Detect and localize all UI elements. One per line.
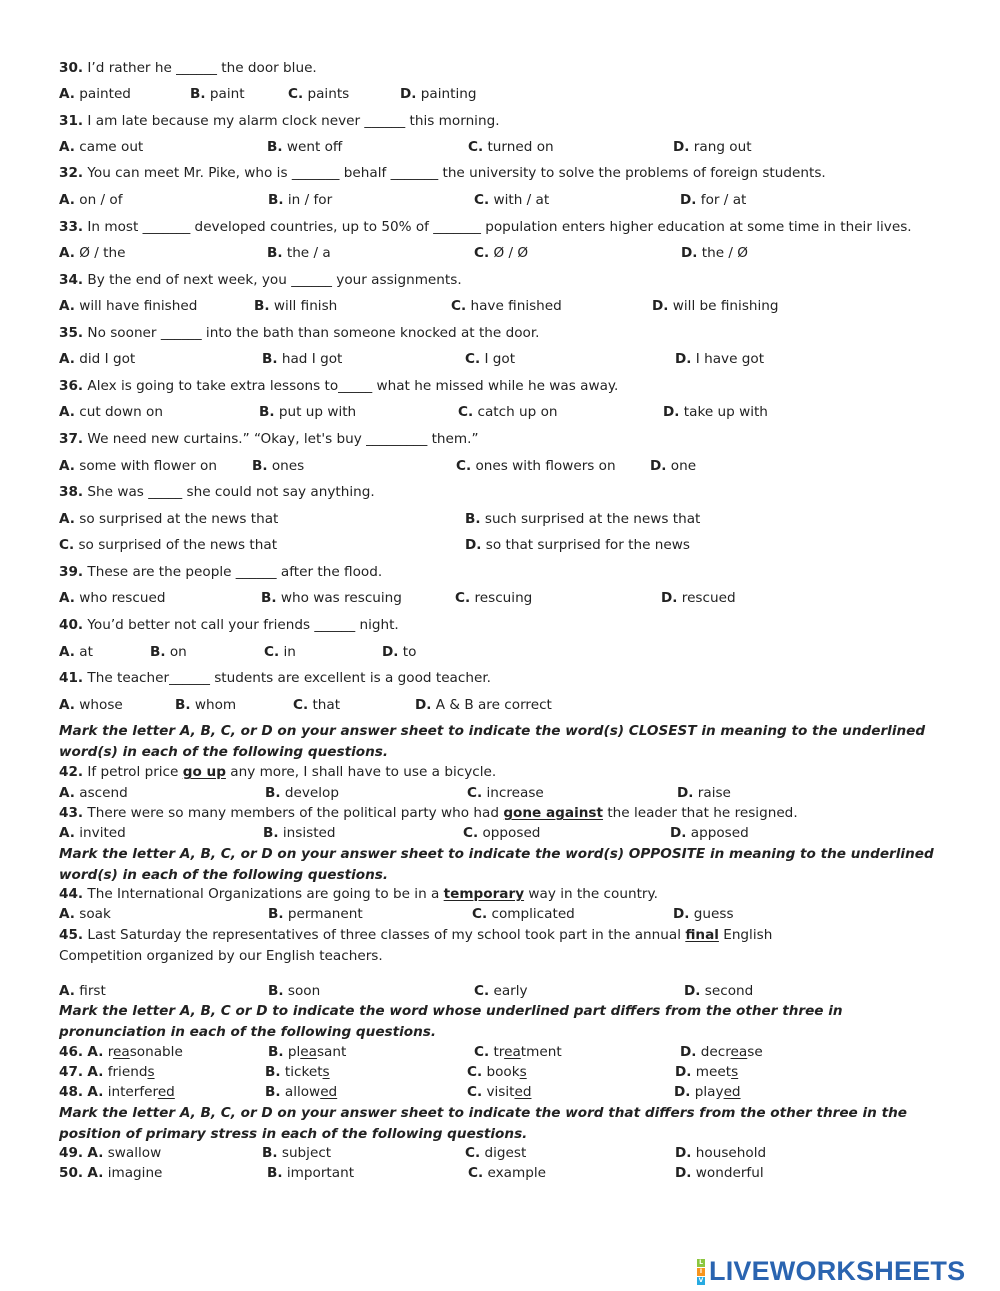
option-40d[interactable]: D. to — [382, 644, 417, 660]
option-44b[interactable]: B. permanent — [268, 906, 363, 922]
question-35: 35. No sooner ______ into the bath than someone knocked at the door. — [59, 325, 540, 341]
question-34: 34. By the end of next week, you ______ your assignments. — [59, 272, 462, 288]
option-44c[interactable]: C. complicated — [472, 906, 575, 922]
question-30: 30. I’d rather he ______ the door blue. — [59, 60, 317, 76]
question-33: 33. In most _______ developed countries, up to 50% of _______ population enters higher education at some time in their lives. — [59, 219, 912, 235]
question-45-line2: Competition organized by our English teachers. — [59, 948, 383, 964]
option-32b[interactable]: B. in / for — [268, 192, 333, 208]
option-45d[interactable]: D. second — [684, 983, 754, 999]
option-35a[interactable]: A. did I got — [59, 351, 136, 367]
option-41d[interactable]: D. A & B are correct — [415, 697, 552, 713]
underlined-word: gone against — [503, 805, 604, 821]
option-47a[interactable]: 47. A. friends — [59, 1064, 155, 1080]
option-30a[interactable]: A. painted — [59, 86, 131, 102]
option-43a[interactable]: A. invited — [59, 825, 126, 841]
option-48d[interactable]: D. played — [674, 1084, 741, 1100]
option-35c[interactable]: C. I got — [465, 351, 516, 367]
option-30b[interactable]: B. paint — [190, 86, 245, 102]
option-42d[interactable]: D. raise — [677, 785, 731, 801]
option-31a[interactable]: A. came out — [59, 139, 144, 155]
option-36c[interactable]: C. catch up on — [458, 404, 558, 420]
question-44: 44. The International Organizations are going to be in a temporary way in the country. — [59, 886, 658, 902]
option-48a[interactable]: 48. A. interfered — [59, 1084, 175, 1100]
question-41: 41. The teacher______ students are excellent is a good teacher. — [59, 670, 491, 686]
question-42: 42. If petrol price go up any more, I shall have to use a bicycle. — [59, 764, 497, 780]
option-37b[interactable]: B. ones — [252, 458, 305, 474]
option-38c[interactable]: C. so surprised of the news that — [59, 537, 278, 553]
instruction-opposite: Mark the letter A, B, C, or D on your answer sheet to indicate the word(s) OPPOSITE in meaning to the underlined word(s) in each of the following questions. — [59, 846, 934, 883]
option-43c[interactable]: C. opposed — [463, 825, 541, 841]
option-48c[interactable]: C. visited — [467, 1084, 532, 1100]
option-32d[interactable]: D. for / at — [680, 192, 747, 208]
option-34d[interactable]: D. will be finishing — [652, 298, 779, 314]
option-37a[interactable]: A. some with flower on — [59, 458, 217, 474]
question-43: 43. There were so many members of the political party who had gone against the leader that he resigned. — [59, 805, 798, 821]
instruction-stress: Mark the letter A, B, C, or D on your answer sheet to indicate the word that differs from the other three in the position of primary stress in each of the following questions. — [59, 1105, 907, 1142]
option-33c[interactable]: C. Ø / Ø — [474, 245, 529, 261]
logo-text: LIVEWORKSHEETS — [709, 1256, 966, 1286]
option-49a[interactable]: 49. A. swallow — [59, 1145, 162, 1161]
option-37c[interactable]: C. ones with flowers on — [456, 458, 616, 474]
option-50c[interactable]: C. example — [468, 1165, 546, 1181]
option-39d[interactable]: D. rescued — [661, 590, 736, 606]
option-34a[interactable]: A. will have finished — [59, 298, 198, 314]
option-41c[interactable]: C. that — [293, 697, 341, 713]
option-40c[interactable]: C. in — [264, 644, 296, 660]
option-39c[interactable]: C. rescuing — [455, 590, 533, 606]
option-49d[interactable]: D. household — [675, 1145, 767, 1161]
option-31c[interactable]: C. turned on — [468, 139, 554, 155]
question-31: 31. I am late because my alarm clock never ______ this morning. — [59, 113, 500, 129]
option-49c[interactable]: C. digest — [465, 1145, 527, 1161]
option-39a[interactable]: A. who rescued — [59, 590, 166, 606]
option-46a[interactable]: 46. A. reasonable — [59, 1044, 183, 1060]
option-36d[interactable]: D. take up with — [663, 404, 768, 420]
option-34b[interactable]: B. will finish — [254, 298, 338, 314]
option-47b[interactable]: B. tickets — [265, 1064, 330, 1080]
question-38: 38. She was _____ she could not say anything. — [59, 484, 375, 500]
option-33a[interactable]: A. Ø / the — [59, 245, 126, 261]
option-32c[interactable]: C. with / at — [474, 192, 550, 208]
underlined-word: go up — [182, 764, 226, 780]
option-41a[interactable]: A. whose — [59, 697, 123, 713]
liveworksheets-logo — [697, 1256, 965, 1287]
option-41b[interactable]: B. whom — [175, 697, 237, 713]
question-40: 40. You’d better not call your friends ______ night. — [59, 617, 399, 633]
option-38a[interactable]: A. so surprised at the news that — [59, 511, 279, 527]
option-42b[interactable]: B. develop — [265, 785, 339, 801]
option-45c[interactable]: C. early — [474, 983, 528, 999]
option-35b[interactable]: B. had I got — [262, 351, 343, 367]
option-43d[interactable]: D. apposed — [670, 825, 749, 841]
option-46b[interactable]: B. pleasant — [268, 1044, 347, 1060]
option-31d[interactable]: D. rang out — [673, 139, 752, 155]
option-42c[interactable]: C. increase — [467, 785, 544, 801]
instruction-closest: Mark the letter A, B, C, or D on your answer sheet to indicate the word(s) CLOSEST in meaning to the underlined word(s) in each of the following questions. — [59, 723, 926, 760]
instruction-pronunciation: Mark the letter A, B, C or D to indicate the word whose underlined part differs from the other three in pronunciation in each of the following questions. — [59, 1003, 843, 1040]
option-36b[interactable]: B. put up with — [259, 404, 357, 420]
question-39: 39. These are the people ______ after the flood. — [59, 564, 383, 580]
option-31b[interactable]: B. went off — [267, 139, 343, 155]
question-37: 37. We need new curtains.” “Okay, let's buy _________ them.” — [59, 431, 479, 447]
option-38b[interactable]: B. such surprised at the news that — [465, 511, 701, 527]
option-49b[interactable]: B. subject — [262, 1145, 332, 1161]
option-50d[interactable]: D. wonderful — [675, 1165, 764, 1181]
option-45a[interactable]: A. first — [59, 983, 106, 999]
underlined-word: final — [685, 927, 719, 943]
option-44d[interactable]: D. guess — [673, 906, 734, 922]
option-34c[interactable]: C. have finished — [451, 298, 562, 314]
option-46d[interactable]: D. decrease — [680, 1044, 763, 1060]
question-36: 36. Alex is going to take extra lessons to_____ what he missed while he was away. — [59, 378, 619, 394]
option-30d[interactable]: D. painting — [400, 86, 477, 102]
option-46c[interactable]: C. treatment — [474, 1044, 562, 1060]
option-30c[interactable]: C. paints — [288, 86, 350, 102]
logo-blocks-icon: L I V — [698, 1258, 704, 1284]
option-35d[interactable]: D. I have got — [675, 351, 765, 367]
option-37d[interactable]: D. one — [650, 458, 697, 474]
option-44a[interactable]: A. soak — [59, 906, 111, 922]
option-33b[interactable]: B. the / a — [267, 245, 331, 261]
option-40b[interactable]: B. on — [150, 644, 187, 660]
option-40a[interactable]: A. at — [59, 644, 93, 660]
option-50a[interactable]: 50. A. imagine — [59, 1165, 163, 1181]
option-38d[interactable]: D. so that surprised for the news — [465, 537, 690, 553]
question-32: 32. You can meet Mr. Pike, who is _______ behalf _______ the university to solve the problems of foreign students. — [59, 165, 826, 181]
question-45: 45. Last Saturday the representatives of three classes of my school took part in the annual final English — [59, 927, 773, 943]
option-42a[interactable]: A. ascend — [59, 785, 128, 801]
option-39b[interactable]: B. who was rescuing — [261, 590, 402, 606]
option-43b[interactable]: B. insisted — [263, 825, 336, 841]
underlined-word: temporary — [443, 886, 525, 902]
option-50b[interactable]: B. important — [267, 1165, 355, 1181]
option-45b[interactable]: B. soon — [268, 983, 321, 999]
option-33d[interactable]: D. the / Ø — [681, 245, 749, 261]
option-32a[interactable]: A. on / of — [59, 192, 123, 208]
option-47c[interactable]: C. books — [467, 1064, 527, 1080]
option-47d[interactable]: D. meets — [675, 1064, 739, 1080]
option-36a[interactable]: A. cut down on — [59, 404, 163, 420]
option-48b[interactable]: B. allowed — [265, 1084, 338, 1100]
